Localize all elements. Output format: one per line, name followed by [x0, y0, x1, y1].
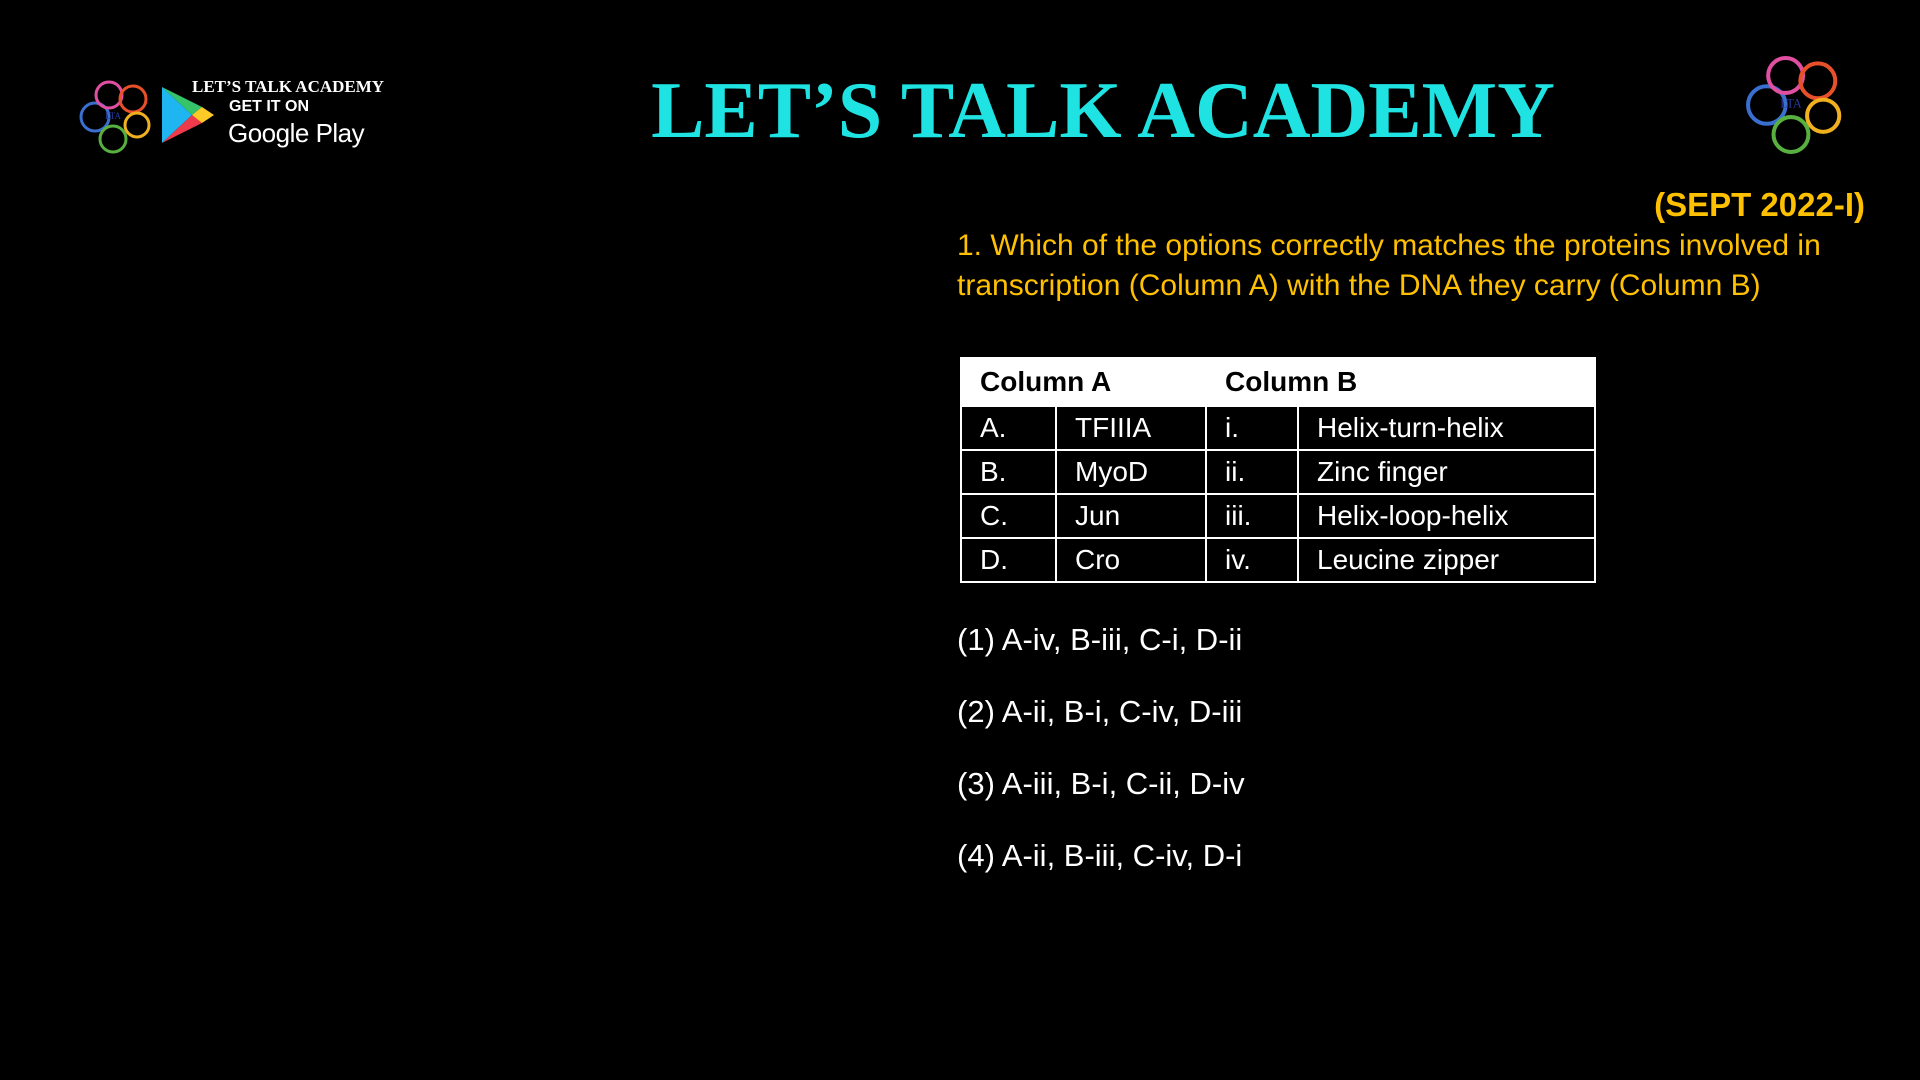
cell: ii. [1206, 450, 1298, 494]
cell: D. [961, 538, 1056, 582]
cell: iii. [1206, 494, 1298, 538]
column-b-header: Column B [1206, 358, 1595, 406]
svg-text:LTA: LTA [105, 111, 121, 121]
cell: iv. [1206, 538, 1298, 582]
cell: Cro [1056, 538, 1206, 582]
logo-text: LTA [1780, 96, 1802, 111]
exam-session: (SEPT 2022-I) [1654, 186, 1865, 223]
option-4[interactable]: (4) A-ii, B-iii, C-iv, D-i [957, 838, 1243, 873]
cell: TFIIIA [1056, 406, 1206, 450]
get-it-on-label[interactable]: GET IT ON [229, 98, 309, 115]
cell: Helix-loop-helix [1298, 494, 1595, 538]
cell: i. [1206, 406, 1298, 450]
table-row [961, 494, 1595, 538]
academy-logo-right [1740, 50, 1850, 160]
page-title: LET’S TALK ACADEMY [651, 67, 1555, 155]
table-header-row [961, 358, 1595, 406]
table-row [961, 406, 1595, 450]
option-3[interactable]: (3) A-iii, B-i, C-ii, D-iv [957, 766, 1245, 801]
cell: Zinc finger [1298, 450, 1595, 494]
option-1[interactable]: (1) A-iv, B-iii, C-i, D-ii [957, 622, 1243, 657]
cell: Jun [1056, 494, 1206, 538]
cell: MyoD [1056, 450, 1206, 494]
cell: B. [961, 450, 1056, 494]
google-play-label[interactable]: Google Play [228, 118, 365, 148]
option-2[interactable]: (2) A-ii, B-i, C-iv, D-iii [957, 694, 1243, 729]
column-a-header: Column A [961, 358, 1206, 406]
table-row [961, 538, 1595, 582]
question-text: 1. Which of the options correctly matches the proteins involved in transcription (Column A) with the DNA they carry (Column B) [957, 229, 1821, 302]
cell: A. [961, 406, 1056, 450]
cell: Helix-turn-helix [1298, 406, 1595, 450]
brand-name-small: LET’S TALK ACADEMY [192, 77, 385, 96]
table-row [961, 450, 1595, 494]
match-table [960, 357, 1596, 583]
cell: Leucine zipper [1298, 538, 1595, 582]
cell: C. [961, 494, 1056, 538]
